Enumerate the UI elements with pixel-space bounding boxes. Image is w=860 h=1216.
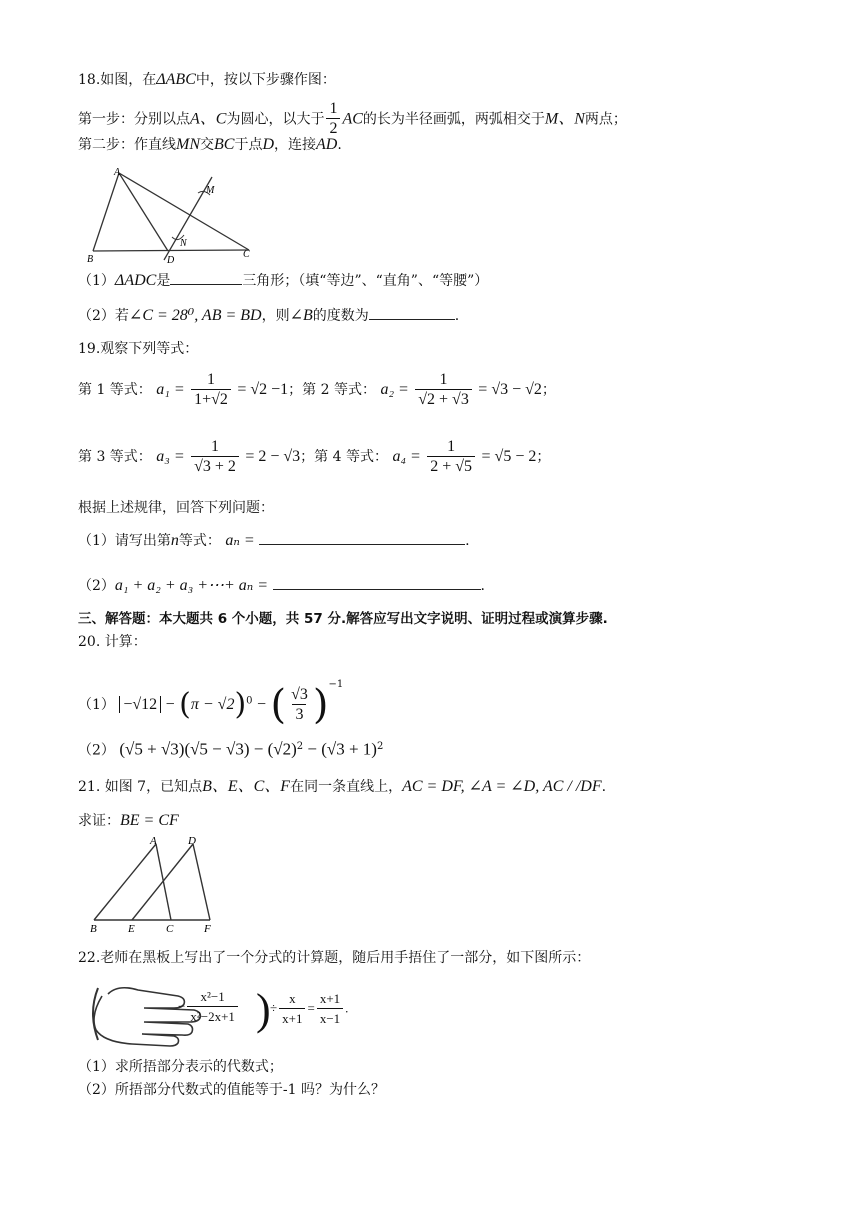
side-ab — [94, 844, 156, 920]
q22-covered-expression: − $\frac{\text{x²−1}}{\text{x²−2x+1}}$ ) ÷ $\frac{x}{x+1}$ = $\frac{x+1}{x-1}$ . — [86, 978, 356, 1050]
q19-eq-row2: 第 3 等式： a₃ = $\frac{1}{√3 + 2}$ = 2 − √3；第 4 等式： a₄ = $\frac{1}{2 + √5}$ = √5 − 2； — [78, 437, 551, 475]
q19-eq-row1: 第 1 等式： a₁ = $\frac{1}{1+√2}$ = √2 −1；第 2 等式： a₂ = $\frac{1}{√2 + √3}$ = √3 − √2； — [78, 370, 556, 408]
side-de — [132, 844, 193, 920]
q19-title: 19.观察下列等式： — [78, 341, 199, 357]
q18-step2: 第二步：作直线MN交BC于点D，连接AD. — [78, 136, 342, 153]
label-c: C — [166, 923, 174, 934]
section-heading: 三、解答题：本大题共 6 个小题，共 57 分.解答应写出文字说明、证明过程或演算步骤. — [78, 611, 608, 627]
eq2-fraction: $\frac{1}{√2 + √3}$ — [415, 371, 472, 410]
label-b: B — [90, 923, 97, 934]
sqrt3-over-3: $\frac{√3}{3}$ — [291, 685, 308, 723]
label-a: A — [150, 835, 157, 847]
q22-part1: （1）求所捂部分表示的代数式； — [78, 1059, 283, 1075]
answer-blank[interactable] — [369, 305, 455, 320]
label-f: F — [204, 923, 211, 934]
eq3-fraction: $\frac{1}{√3 + 2}$ — [191, 438, 239, 477]
q18-part2: （2）若∠C = 28⁰, AB = BD，则∠B的度数为 . — [78, 307, 460, 324]
q20-part1: $(1) -√12 - (\pi - √2)^0$ − ( $\frac{√3}{3}$ )$^{-1}$ — [78, 679, 344, 728]
q20-title: 20. 计算： — [78, 634, 147, 650]
answer-blank[interactable] — [259, 530, 465, 545]
label-e: E — [128, 923, 135, 934]
q18-intro: 18.如图，在ΔABC中，按以下步骤作图： — [78, 71, 336, 88]
side-df — [193, 844, 210, 920]
q18-triangle-figure — [84, 165, 264, 265]
frac-result: $\frac{x+1}{x-1}$ — [317, 990, 343, 1029]
eq1-fraction: $\frac{1}{1+√2}$ — [191, 371, 231, 410]
q21-statement: 21. 如图 7，已知点B、E、C、F在同一条直线上，AC = DF, ∠A = ∠D, AC / /DF. — [78, 778, 607, 795]
q19-part1: （1）请写出第n等式： aₙ = . — [78, 532, 470, 549]
answer-blank[interactable] — [273, 575, 481, 590]
abs-value: −√12 — [119, 696, 161, 713]
half-fraction: $\frac{1}{2}$ — [326, 100, 340, 139]
label-m: M — [206, 185, 215, 196]
q18-step1: 第一步：分别以点A、C为圆心，以大于 $\frac{1}{2}$ AC的长为半径画弧，两弧相交于M、N两点； — [78, 100, 627, 137]
segment-ad — [119, 173, 168, 251]
q19-part2: （2）a₁ + a₂ + a₃ +⋯+ aₙ = . — [78, 577, 485, 594]
label-a: A — [114, 167, 121, 178]
label-b: B — [87, 254, 94, 265]
frac-x-over-x1: $\frac{x}{x+1}$ — [279, 990, 305, 1029]
q21-triangles-figure — [88, 832, 228, 934]
label-c: C — [243, 249, 250, 260]
eq4-fraction: $\frac{1}{2 + √5}$ — [427, 438, 475, 477]
q20-part2: （2） $(√5 + √3)(√5 - √3) - (√2)^2 - (√3 + 1)^2$ — [78, 739, 384, 759]
side-ab — [93, 173, 119, 251]
q18-part1: （1）ΔADC是 三角形；（填“等边”、“直角”、“等腰”） — [78, 272, 489, 289]
label-d: D — [167, 255, 175, 265]
line-mn — [164, 177, 212, 260]
q22-intro: 22.老师在黑板上写出了一个分式的计算题，随后用手捂住了一部分，如下图所示： — [78, 950, 591, 966]
label-n: N — [180, 238, 187, 249]
q21-prove: 求证：BE = CF — [78, 812, 179, 829]
label-d: D — [188, 835, 196, 847]
frac-x2-1: $\frac{\text{x²−1}}{\text{x²−2x+1}}$ — [187, 988, 238, 1027]
side-bc — [93, 250, 249, 251]
answer-blank[interactable] — [170, 270, 242, 285]
q19-rule: 根据上述规律，回答下列问题： — [78, 500, 274, 516]
q22-part2: （2）所捂部分代数式的值能等于-1 吗？为什么？ — [78, 1082, 385, 1098]
side-ac — [156, 844, 171, 920]
